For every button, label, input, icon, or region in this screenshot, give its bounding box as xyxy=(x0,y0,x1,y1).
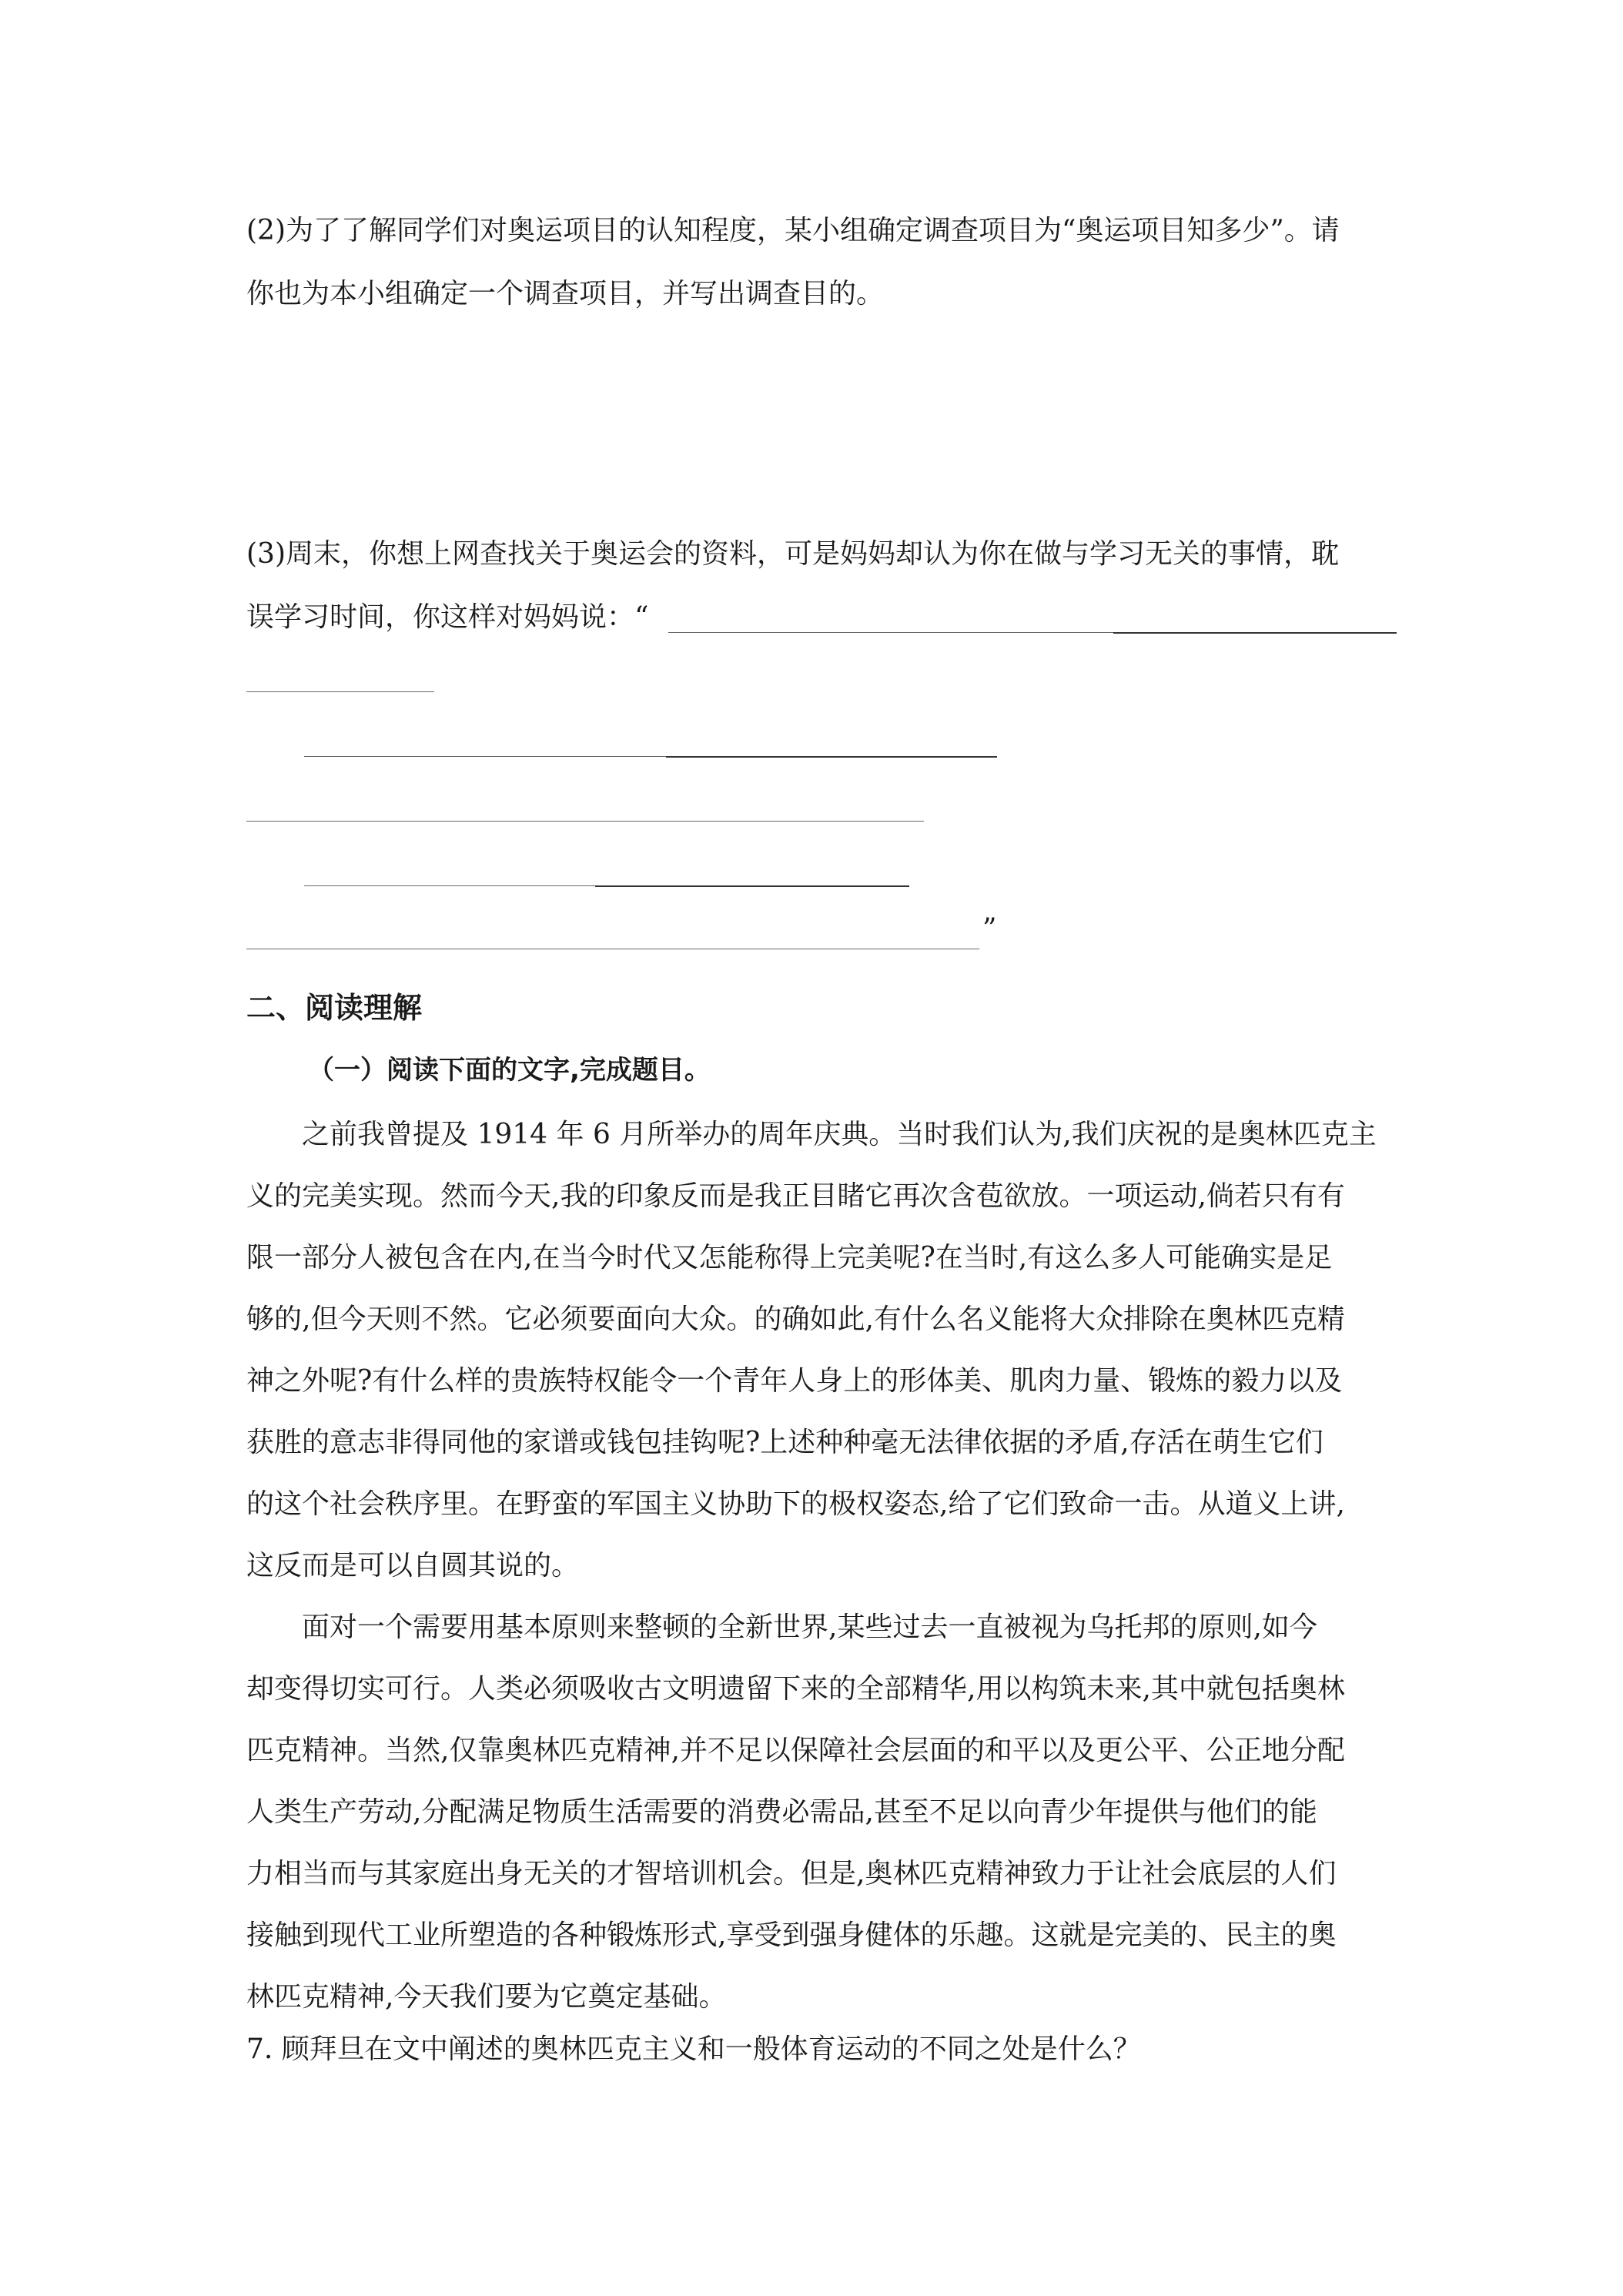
passage-line: 林匹克精神,今天我们要为它奠定基础。 xyxy=(246,1981,727,2013)
passage-line: 力相当而与其家庭出身无关的才智培训机会。但是,奥林匹克精神致力于让社会底层的人们 xyxy=(246,1858,1337,1889)
passage-line: 义的完美实现。然而今天,我的印象反而是我正目睹它再次含苞欲放。一项运动,倘若只有有 xyxy=(246,1180,1345,1212)
answer-blank-4 xyxy=(246,821,924,822)
passage-paragraph-1 xyxy=(246,1104,1394,1597)
passage-line: 匹克精神。当然,仅靠奥林匹克精神,并不足以保障社会层面的和平以及更公平、公正地分配 xyxy=(246,1735,1345,1766)
passage-line: 面对一个需要用基本原则来整顿的全新世界,某些过去一直被视为乌托邦的原则,如今 xyxy=(302,1612,1317,1643)
q3-line-2: 误学习时间，你这样对妈妈说：“ xyxy=(246,601,649,633)
passage-line: 之前我曾提及 1914 年 6 月所举办的周年庆典。当时我们认为,我们庆祝的是奥林匹克主 xyxy=(302,1119,1377,1150)
answer-blank-2 xyxy=(246,691,434,692)
answer-blank-5a xyxy=(304,885,595,886)
passage-line: 人类生产劳动,分配满足物质生活需要的消费必需品,甚至不足以向青少年提供与他们的能 xyxy=(246,1796,1317,1828)
passage-line: 却变得切实可行。人类必须吸收古文明遗留下来的全部精华,用以构筑未来,其中就包括奥林 xyxy=(246,1673,1345,1705)
passage-line: 够的,但今天则不然。它必须要面向大众。的确如此,有什么名义能将大众排除在奥林匹克精 xyxy=(246,1304,1345,1335)
answer-blank-1a xyxy=(668,632,1113,633)
section-title: 二、阅读理解 xyxy=(246,991,423,1025)
q2-line-2: 你也为本小组确定一个调查项目，并写出调查目的。 xyxy=(246,278,885,310)
passage-line: 这反而是可以自圆其说的。 xyxy=(246,1550,580,1581)
passage-line: 接触到现代工业所塑造的各种锻炼形式,享受到强身健体的乐趣。这就是完美的、民主的奥 xyxy=(246,1919,1337,1951)
answer-blank-3a xyxy=(304,756,666,757)
answer-blank-5b xyxy=(595,885,909,887)
passage-line: 神之外呢?有什么样的贵族特权能令一个青年人身上的形体美、肌肉力量、锻炼的毅力以及 xyxy=(246,1365,1343,1397)
answer-blank-1b xyxy=(1113,632,1397,634)
passage-line: 的这个社会秩序里。在野蛮的军国主义协助下的极权姿态,给了它们致命一击。从道义上讲, xyxy=(246,1488,1345,1520)
passage-line: 获胜的意志非得同他的家谱或钱包挂钩呢?上述种种毫无法律依据的矛盾,存活在萌生它们 xyxy=(246,1427,1323,1458)
q3-line-1: (3)周末，你想上网查找关于奥运会的资料，可是妈妈却认为你在做与学习无关的事情，耽 xyxy=(246,538,1339,570)
passage-line: 限一部分人被包含在内,在当今时代又怎能称得上完美呢?在当时,有这么多人可能确实是足 xyxy=(246,1242,1333,1274)
passage-paragraph-2 xyxy=(246,1597,1394,2028)
q7-text: 7. 顾拜旦在文中阐述的奥林匹克主义和一般体育运动的不同之处是什么？ xyxy=(246,2033,1141,2065)
section-subtitle: （一）阅读下面的文字,完成题目。 xyxy=(308,1055,711,1086)
q2-line-1: (2)为了了解同学们对奥运项目的认知程度，某小组确定调查项目为“奥运项目知多少”。请 xyxy=(246,215,1340,246)
answer-blank-3b xyxy=(666,756,997,758)
closing-quote: ” xyxy=(982,913,997,945)
